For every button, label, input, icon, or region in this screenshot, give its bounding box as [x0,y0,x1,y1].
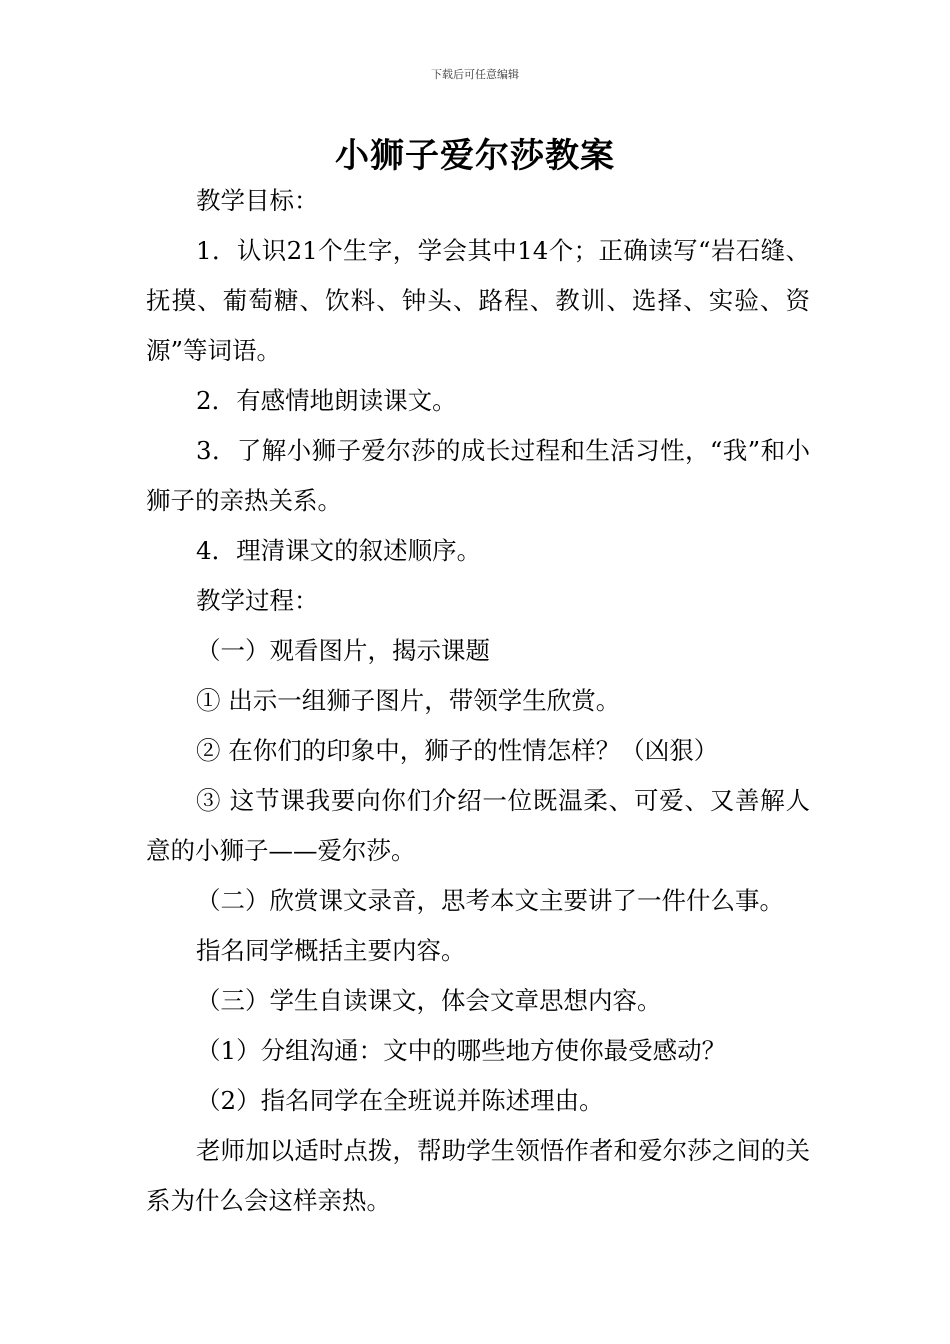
section-3-heading: （三）学生自读课文，体会文章思想内容。 [196,986,662,1015]
section-1-heading: （一）观看图片，揭示课题 [196,636,490,665]
step-2: ② 在你们的印象中，狮子的性情怎样？（凶狠） [196,736,719,765]
goal-3: 3．了解小狮子爱尔莎的成长过程和生活习性，“我”和小狮子的亲热关系。 [146,436,810,515]
teacher-guidance: 老师加以适时点拨，帮助学生领悟作者和爱尔莎之间的关系为什么会这样亲热。 [146,1136,810,1215]
step-1: ① 出示一组狮子图片，带领学生欣赏。 [196,686,621,715]
step-3: ③ 这节课我要向你们介绍一位既温柔、可爱、又善解人意的小狮子——爱尔莎。 [146,786,810,865]
heading-teaching-goals: 教学目标： [196,186,319,215]
goal-4: 4．理清课文的叙述顺序。 [196,536,482,565]
section-2-heading: （二）欣赏课文录音，思考本文主要讲了一件什么事。 [196,886,784,915]
section-3-item-1: （1）分组沟通：文中的哪些地方使你最受感动？ [196,1036,727,1065]
section-2-task: 指名同学概括主要内容。 [196,936,466,965]
document-title: 小狮子爱尔莎教案 [335,136,615,176]
header-note: 下载后可任意编辑 [431,68,519,81]
heading-teaching-process: 教学过程： [196,586,319,615]
section-3-item-2: （2）指名同学在全班说并陈述理由。 [196,1086,604,1115]
goal-1: 1．认识21个生字，学会其中14个；正确读写“岩石缝、抚摸、葡萄糖、饮料、钟头、路程、教训、选择、实验、资源”等词语。 [146,236,810,365]
document-body [146,176,810,1226]
goal-2: 2．有感情地朗读课文。 [196,386,457,415]
